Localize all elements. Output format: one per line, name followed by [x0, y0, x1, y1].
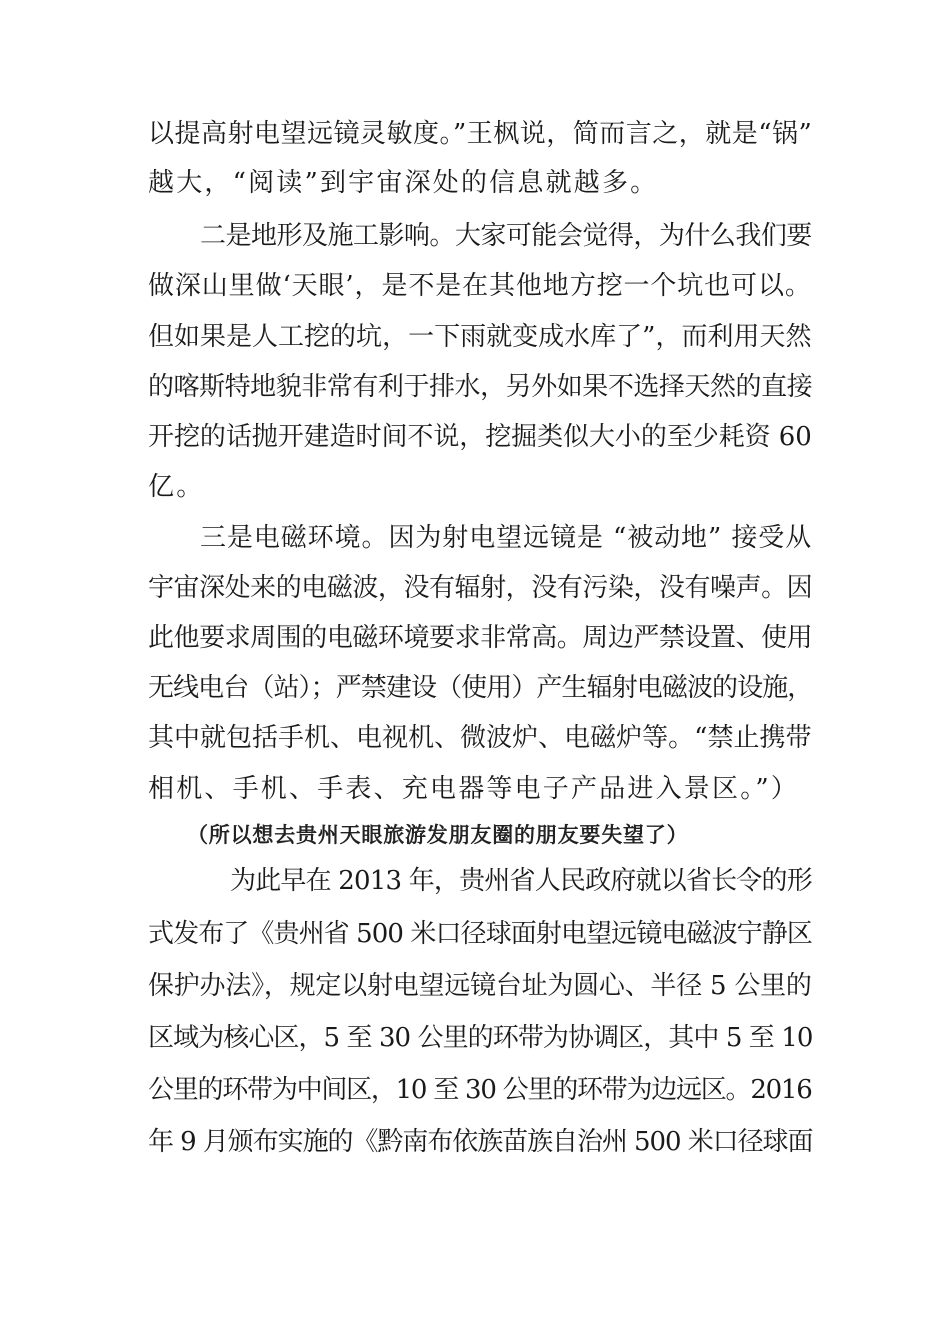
text-line: 但如果是人工挖的坑，一下雨就变成水库了”，而利用天然	[148, 322, 812, 352]
text-line: 为此早在 2013 年，贵州省人民政府就以省长令的形	[230, 866, 812, 896]
text-line: 无线电台（站）；严禁建设（使用）产生辐射电磁波的设施，	[148, 673, 813, 703]
text-line: 公里的环带为中间区，10 至 30 公里的环带为边远区。2016	[148, 1075, 812, 1105]
text-line: 宇宙深处来的电磁波，没有辐射，没有污染，没有噪声。因	[148, 573, 813, 603]
text-line: 以提高射电望远镜灵敏度。”王枫说，简而言之，就是“锅”	[148, 119, 813, 149]
text-line: 其中就包括手机、电视机、微波炉、电磁炉等。“禁止携带	[148, 723, 812, 753]
note-line: （所以想去贵州天眼旅游发朋友圈的朋友要失望了）	[187, 823, 689, 847]
text-line: 区域为核心区，5 至 30 公里的环带为协调区，其中 5 至 10	[148, 1023, 813, 1053]
text-line: 式发布了《贵州省 500 米口径球面射电望远镜电磁波宁静区	[148, 919, 812, 949]
text-line: 亿。	[148, 472, 205, 502]
text-line: 年 9 月颁布实施的《黔南布依族苗族自治州 500 米口径球面	[148, 1127, 813, 1157]
text-line: 此他要求周围的电磁环境要求非常高。周边严禁设置、使用	[148, 623, 813, 653]
text-line: 开挖的话抛开建造时间不说，挖掘类似大小的至少耗资 60	[148, 422, 812, 452]
text-line: 二是地形及施工影响。大家可能会觉得，为什么我们要	[200, 221, 812, 251]
text-line: 三是电磁环境。因为射电望远镜是 “被动地” 接受从	[200, 523, 813, 553]
text-line: 越大，“阅读”到宇宙深处的信息就越多。	[148, 168, 659, 198]
text-line: 相机、手机、手表、充电器等电子产品进入景区。”）	[148, 774, 800, 804]
text-line: 做深山里做‘天眼’，是不是在其他地方挖一个坑也可以。	[148, 271, 812, 301]
text-line: 保护办法》，规定以射电望远镜台址为圆心、半径 5 公里的	[148, 971, 812, 1001]
text-line: 的喀斯特地貌非常有利于排水，另外如果不选择天然的直接	[148, 372, 813, 402]
